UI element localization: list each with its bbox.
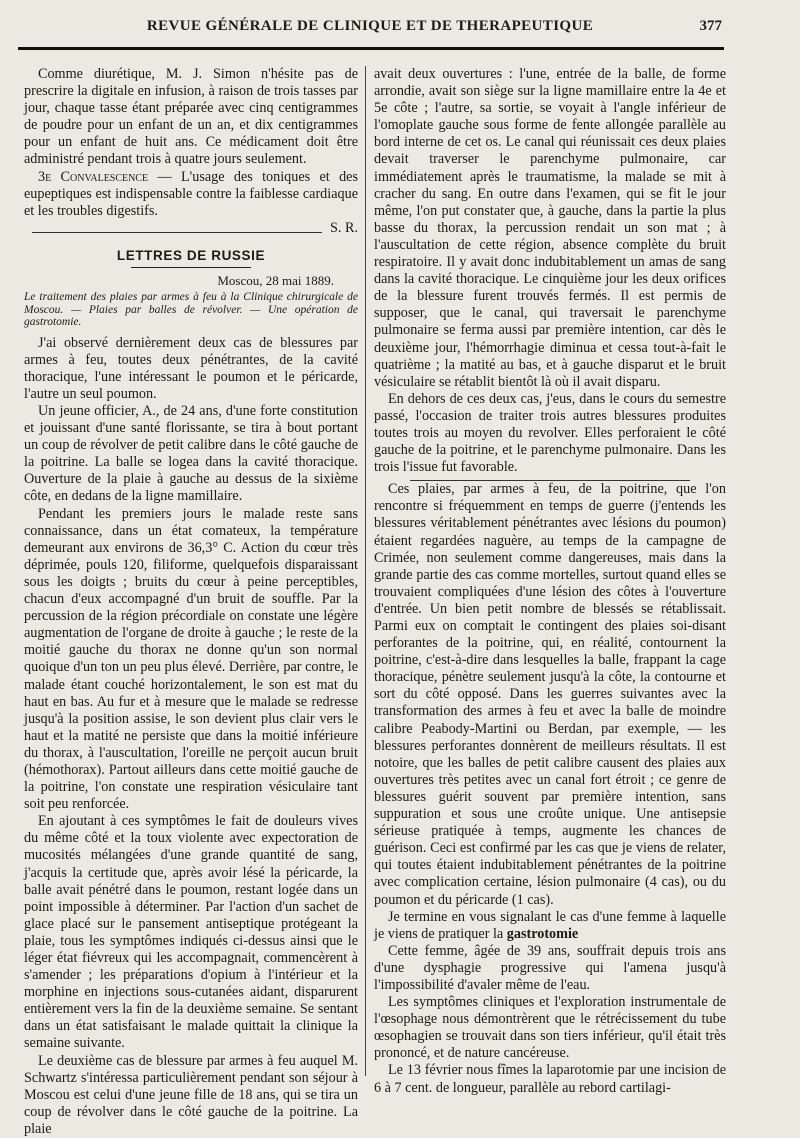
paragraph-text: — L'usage des toniques et des eupeptiques est indispensable contre la faiblesse cardiaque et les troubles digestifs. xyxy=(24,168,358,219)
paragraph: avait deux ouvertures : l'une, entrée de la balle, de forme arrondie, avait son siège sur la ligne mamillaire entre la 4e et 5e côte ; l'autre, sa sortie, se voyait à l'angle inférieur de l'omoplate gauche sous forme de fente allongée parallèle au bord interne de cet os. Le canal qui réunissait ces deux plaies devait traverser le parenchyme pulmonaire, car immédiatement après le traumatisme, la malade se mit à cracher du sang. En outre dans l'examen, qui se fit le jour même, l'on put constater que, à gauche, dans la partie la plus basse du thorax, la percussion rendait un son mat ; à l'auscultation de cette région, absence complète du bruit respiratoire. Il y avait donc indubitablement un amas de sang dans la cavité thoracique. Le cinquième jour les deux orifices de la blessure furent trouvés fermés. Il est permis de supposer, que le canal, qui traversait le parenchyme pulmonaire se ferma aussi par première intention, car dès le deuxième jour, l'hémorrhagie diminua et cessa tout-à-fait le quatrième ; la matité au bas, et à gauche disparut et le bruit vésiculaire se rétablit bientôt là où il avait disparu. xyxy=(374,66,726,390)
paragraph: Le 13 février nous fîmes la laparotomie par une incision de 6 à 7 cent. de longueur, parallèle au rebord cartilagi- xyxy=(374,1062,726,1096)
convalescence-label: 3e Convalescence xyxy=(38,168,149,185)
paragraph: J'ai observé dernièrement deux cas de blessures par armes à feu, toutes deux pénétrantes, de la cavité thoracique, l'une intéressant le poumon et le péricarde, l'autre un seul poumon. xyxy=(24,334,358,402)
paragraph xyxy=(374,909,726,943)
paragraph: Comme diurétique, M. J. Simon n'hésite pas de prescrire la digitale en infusion, à raison de trois tasses par jour, chaque tasse étant préparée avec cinq centigrammes de poudre pour un enfant de un an, et dix centigrammes pour un enfant de huit ans. Ce médicament doit être administré pendant trois à quatre jours seulement. xyxy=(24,66,358,168)
column-divider xyxy=(365,66,366,1076)
paragraph xyxy=(24,169,358,220)
paragraph-text: Je termine en vous signalant le cas d'une femme à laquelle je viens de pratiquer la xyxy=(374,908,726,942)
dateline: Moscou, 28 mai 1889. xyxy=(217,273,334,289)
paragraph: En ajoutant à ces symptômes le fait de douleurs vives du même côté et la toux violente avec expectoration de mucosités mélangées d'une grande quantité de sang, j'acquis la certitude que, après avoir lésé la péricarde, la balle avait pénétré dans le poumon, restant logée dans un point impossible à déterminer. Par l'action d'un sachet de glace placé sur le pansement antiseptique protégeant la plaie, tous les symptômes indiqués ci-dessus ainsi que le léger état fiévreux qui les accompagnait, commencèrent à s'amender ; les préparations d'opium à l'intérieur et la morphine en injections sous-cutanées aidant, disparurent entièrement vers la fin de la deuxième semaine. Se sentant dans un état satisfaisant le malade quittait la clinique la semaine suivante. xyxy=(24,813,358,1052)
paragraph: Ces plaies, par armes à feu, de la poitrine, que l'on rencontre si fréquemment en temps de guerre (j'entends les blessures véritablement pénétrantes avec lésions du poumon) étaient regardées naguère, au temps de la campagne de Crimée, non seulement comme dangereuses, mais dans la grande partie des cas comme mortelles, surtout quand elles se trouvaient compliquées d'une lésion des côtes à l'ouverture d'entrée. Un bien petit nombre de blessés se rétablissait. Parmi eux on comptait le contingent des plaies soi-disant perforantes de la poitrine, qui, en réalité, contournent la poitrine, c'est-à-dire dans lesquelles la balle, frappant la cage thoracique, pénètre seulement jusqu'à la côte, la contourne et sort du côté opposé. Dans les guerres suivantes avec la transformation des armes à feu et avec la balle de moindre calibre Peabody-Martini ou Berdan, par exemple, — les blessures perforantes donnèrent de meilleurs résultats. Il est notoire, que les balles de petit calibre causent des plaies aux ouvertures très petites avec un canal fort étroit ; ce genre de blessures guérit souvent par première intention, sans suppuration et sous une croûte unique. Une antisepsie sérieuse pratiquée à temps, augmente les chances de guérison. Ceci est confirmé par les cas que je viens de relater, qui toutes étaient indubitablement pénétrantes de la poitrine avec complication certaine, lésion pulmonaire (4 cas), ou du poumon et du péricarde (1 cas). xyxy=(374,481,726,908)
gastrotomie-term: gastrotomie xyxy=(506,925,579,942)
paragraph: Pendant les premiers jours le malade reste sans connaissance, dans un état comateux, la température demeurant aux environs de 36,3° C. Action du cœur très déprimée, pouls 120, filiforme, quelquefois disparaissant sous les doigts ; bruits du cœur à peine perceptibles, chacun d'eux accompagné d'un bruit de souffle. Par la percussion de la région précordiale on constate une légère augmentation de l'organe de droite à gauche ; le reste de la moitié gauche du thorax ne donne qu'un son normal quoique d'un ton un peu plus élevé. Derrière, par contre, le malade étant couché horizontalement, le son est mat du haut en bas. Au fur et à mesure que le malade se redresse jusqu'à la position assise, le son devient plus clair vers le haut et la matité ne persiste que dans la moitié inférieure du thorax, à l'auscultation, l'oreille ne perçoit aucun bruit (hémothorax). Partout ailleurs dans cette moitié gauche de la poitrine, l'on constate une respiration vésiculaire tant soit peu renforcée. xyxy=(24,505,358,813)
paragraph: En dehors de ces deux cas, j'eus, dans le cours du semestre passé, l'occasion de traiter trois autres blessures produites toutes trois au moyen du revolver. Elles perforaient le côté gauche de la poitrine, et le parenchyme pulmonaire. Dans les trois l'issue fut favorable. xyxy=(374,390,726,476)
signature-line xyxy=(24,220,358,237)
paragraph: Cette femme, âgée de 39 ans, souffrait depuis trois ans d'une dysphagie progressive qui l'amena jusqu'à l'impossibilité d'avaler même de l'eau. xyxy=(374,942,726,993)
running-header xyxy=(18,14,722,44)
signature: S. R. xyxy=(330,219,358,236)
journal-title: REVUE GÉNÉRALE DE CLINIQUE ET DE THERAPEUTIQUE xyxy=(146,18,594,34)
paragraph: Le deuxième cas de blessure par armes à feu auquel M. Schwartz s'intéressa particulièrement pendant son séjour à Moscou est celui d'une jeune fille de 18 ans, qui se tira un coup de révolver dans le côté gauche de la poitrine. La plaie xyxy=(24,1052,358,1137)
title-rule xyxy=(131,267,251,268)
page-number: 377 xyxy=(699,18,722,34)
paragraph: Les symptômes cliniques et l'exploration instrumentale de l'œsophage nous démontrèrent que le rétrécissement du tube œsophagien se trouvait dans son tiers inférieur, qu'il était très prononcé, et de nature cancéreuse. xyxy=(374,994,726,1062)
header-rule xyxy=(18,47,724,50)
paragraph: Un jeune officier, A., de 24 ans, d'une forte constitution et jouissant d'une santé florissante, se tira à bout portant un coup de révolver de petit calibre dans le côté gauche de la poitrine. La balle se logea dans la cavité thoracique. Ouverture de la plaie à gauche au dessus de la sixième côte, en dedans de la ligne mamillaire. xyxy=(24,403,358,505)
right-column xyxy=(374,66,726,1097)
section-summary: Le traitement des plaies par armes à feu à la Clinique chirurgicale de Moscou. — Plaies par balles de révolver. — Une opération de gastrotomie. xyxy=(24,291,358,329)
section-title: LETTRES DE RUSSIE xyxy=(116,247,266,263)
left-column xyxy=(24,66,358,1138)
